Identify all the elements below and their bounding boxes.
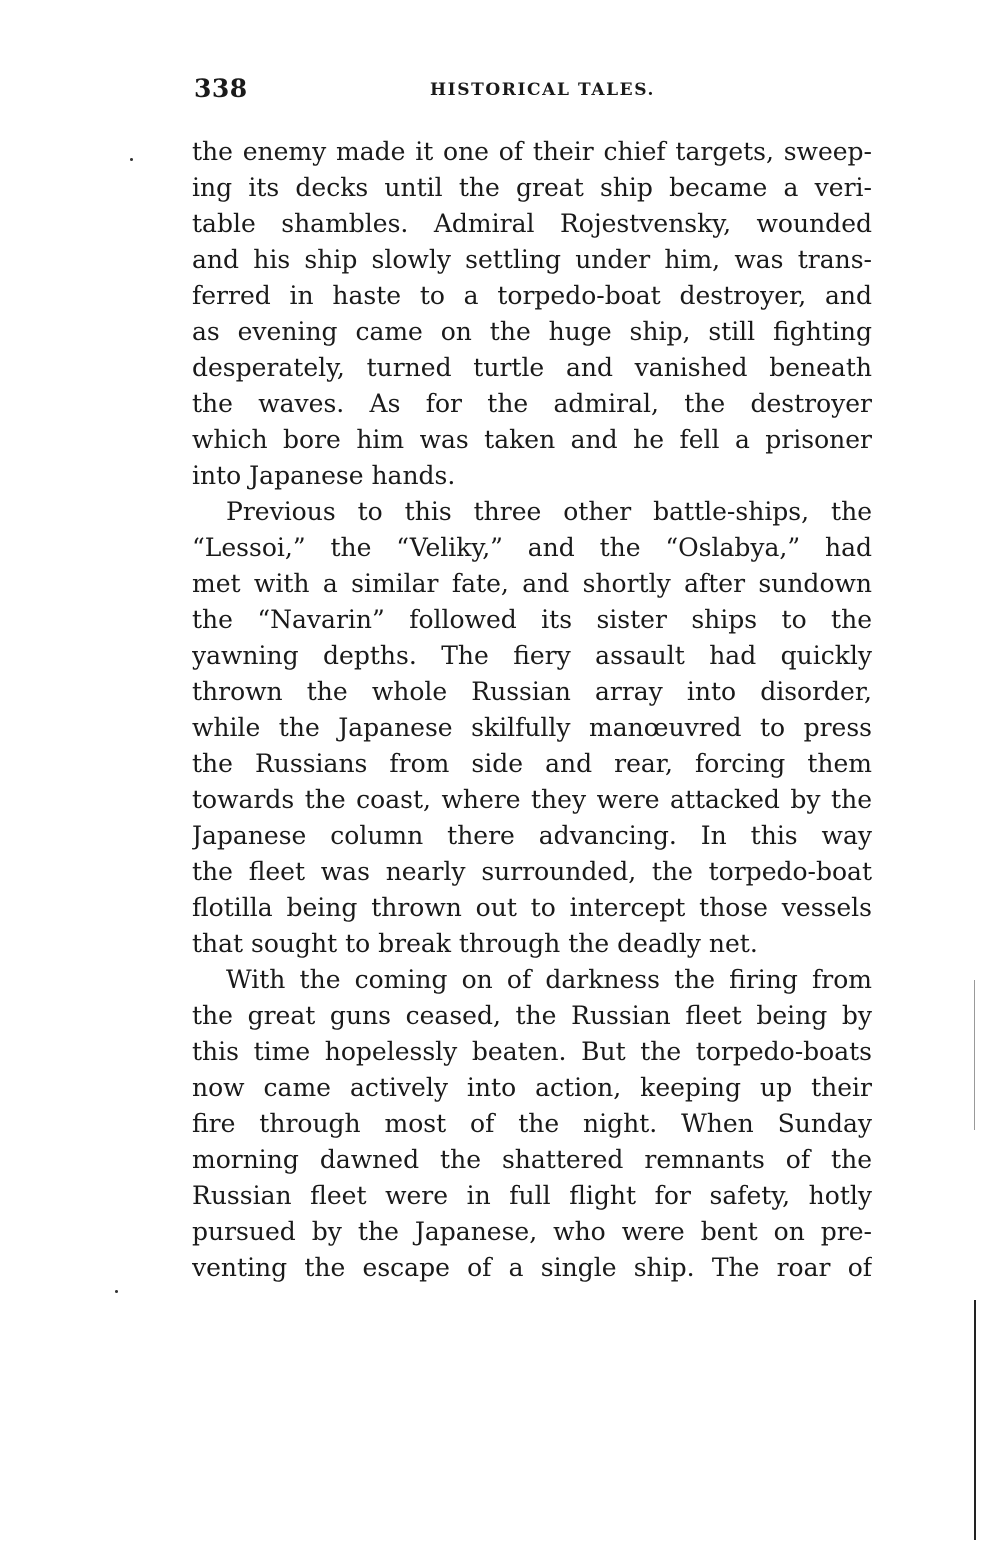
text-line: ferred in haste to a torpedo-boat destroyer, and [192, 281, 872, 310]
scan-edge-line [974, 1300, 976, 1540]
text-line: yawning depths. The fiery assault had quickly [192, 641, 872, 670]
text-line: Previous to this three other battle-ships, the [226, 497, 872, 526]
text-line: towards the coast, where they were attacked by the [192, 785, 872, 814]
text-line: “Lessoi,” the “Veliky,” and the “Oslabya,” had [192, 533, 872, 562]
text-line: and his ship slowly settling under him, was trans- [192, 245, 872, 274]
paragraph-2 [192, 494, 872, 962]
text-line: this time hopelessly beaten. But the torpedo-boats [192, 1037, 872, 1066]
text-line: the enemy made it one of their chief targets, sweep- [192, 137, 872, 166]
text-line: the Russians from side and rear, forcing them [192, 749, 872, 778]
page-header [194, 74, 874, 114]
scan-speck [130, 158, 133, 161]
text-line: the “Navarin” followed its sister ships to the [192, 605, 872, 634]
text-line: desperately, turned turtle and vanished beneath [192, 353, 872, 382]
text-line: venting the escape of a single ship. The roar of [192, 1253, 872, 1282]
text-line: the great guns ceased, the Russian fleet being by [192, 1001, 872, 1030]
text-line: pursued by the Japanese, who were bent on pre- [192, 1217, 872, 1246]
scan-speck [115, 1290, 118, 1293]
text-line: into Japanese hands. [192, 461, 456, 490]
text-line: flotilla being thrown out to intercept those vessels [192, 893, 872, 922]
text-line: fire through most of the night. When Sunday [192, 1109, 872, 1138]
running-title: HISTORICAL TALES. [430, 80, 656, 100]
scan-edge-line [974, 980, 975, 1130]
text-line: that sought to break through the deadly net. [192, 929, 758, 958]
text-line: which bore him was taken and he fell a prisoner [192, 425, 872, 454]
text-line: now came actively into action, keeping up their [192, 1073, 872, 1102]
text-line: Japanese column there advancing. In this way [192, 821, 872, 850]
text-line: thrown the whole Russian array into disorder, [192, 677, 872, 706]
paragraph-1 [192, 134, 872, 494]
text-line: the waves. As for the admiral, the destroyer [192, 389, 872, 418]
text-line: while the Japanese skilfully manœuvred to press [192, 713, 872, 742]
text-line: Russian fleet were in full flight for safety, hotly [192, 1181, 872, 1210]
body-text [192, 134, 872, 1286]
text-line: ing its decks until the great ship became a veri- [192, 173, 872, 202]
page-number: 338 [194, 74, 248, 103]
text-line: morning dawned the shattered remnants of the [192, 1145, 872, 1174]
text-line: as evening came on the huge ship, still fighting [192, 317, 872, 346]
text-line: table shambles. Admiral Rojestvensky, wounded [192, 209, 872, 238]
text-line: the fleet was nearly surrounded, the torpedo-boat [192, 857, 872, 886]
text-line: met with a similar fate, and shortly after sundown [192, 569, 872, 598]
paragraph-3 [192, 962, 872, 1286]
text-line: With the coming on of darkness the firing from [226, 965, 872, 994]
